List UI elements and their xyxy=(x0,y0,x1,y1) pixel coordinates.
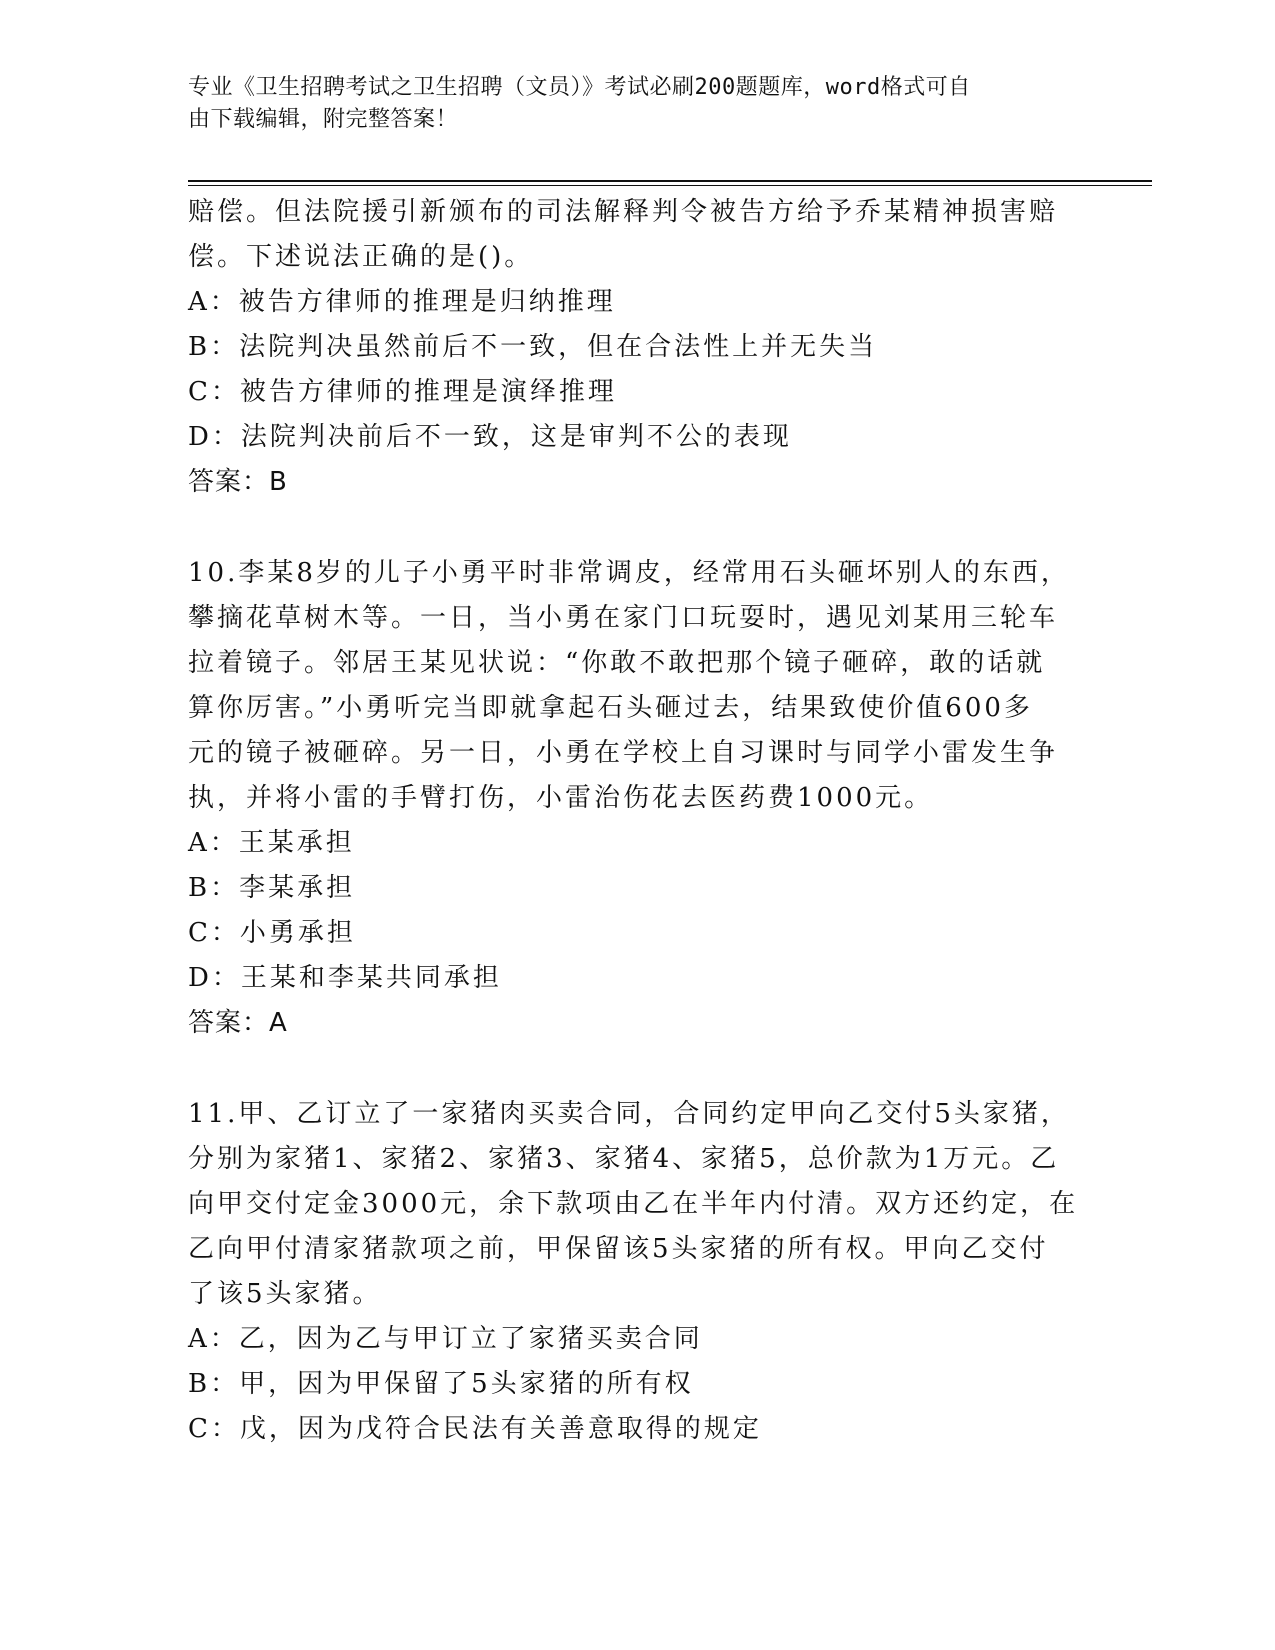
question-text-line: 攀摘花草树木等。一日，当小勇在家门口玩耍时，遇见刘某用三轮车 xyxy=(188,603,1059,633)
header-divider-thin xyxy=(188,185,1152,186)
question-10 xyxy=(188,551,1088,1046)
option-b: B：甲，因为甲保留了5头家猪的所有权 xyxy=(188,1369,694,1399)
question-text-line: 向甲交付定金3000元，余下款项由乙在半年内付清。双方还约定，在 xyxy=(188,1189,1079,1219)
option-a: A：被告方律师的推理是归纳推理 xyxy=(188,287,616,317)
option-d: D：王某和李某共同承担 xyxy=(188,963,502,993)
question-text-line: 了该5头家猪。 xyxy=(188,1279,382,1309)
question-content xyxy=(188,190,1088,1452)
question-text-line: 11.甲、乙订立了一家猪肉买卖合同，合同约定甲向乙交付5头家猪， xyxy=(188,1099,1070,1129)
question-text-line: 分别为家猪1、家猪2、家猪3、家猪4、家猪5，总价款为1万元。乙 xyxy=(188,1144,1060,1174)
question-text-line: 拉着镜子。邻居王某见状说：“你敢不敢把那个镜子砸碎，敢的话就 xyxy=(188,648,1046,678)
document-header xyxy=(188,72,1088,136)
question-text-line: 赔偿。但法院援引新颁布的司法解释判令被告方给予乔某精神损害赔 xyxy=(188,197,1059,227)
option-d: D：法院判决前后不一致，这是审判不公的表现 xyxy=(188,422,792,452)
header-line-2: 由下载编辑，附完整答案！ xyxy=(188,107,459,132)
question-text-line: 算你厉害。”小勇听完当即就拿起石头砸过去，结果致使价值600多 xyxy=(188,693,1033,723)
option-b: B：李某承担 xyxy=(188,873,356,903)
question-text-line: 乙向甲付清家猪款项之前，甲保留该5头家猪的所有权。甲向乙交付 xyxy=(188,1234,1049,1264)
option-c: C：被告方律师的推理是演绎推理 xyxy=(188,377,617,407)
question-text-line: 元的镜子被砸碎。另一日，小勇在学校上自习课时与同学小雷发生争 xyxy=(188,738,1059,768)
option-b: B：法院判决虽然前后不一致，但在合法性上并无失当 xyxy=(188,332,878,362)
answer-label: 答案：A xyxy=(188,1008,288,1038)
answer-label: 答案：B xyxy=(188,467,288,497)
question-text-line: 10.李某8岁的儿子小勇平时非常调皮，经常用石头砸坏别人的东西， xyxy=(188,558,1070,588)
question-text-line: 执，并将小雷的手臂打伤，小雷治伤花去医药费1000元。 xyxy=(188,783,934,813)
question-9 xyxy=(188,190,1088,505)
header-divider-thick xyxy=(188,180,1152,182)
option-c: C：戊，因为戊符合民法有关善意取得的规定 xyxy=(188,1414,762,1444)
option-a: A：王某承担 xyxy=(188,828,355,858)
question-text-line: 偿。下述说法正确的是()。 xyxy=(188,242,534,272)
header-line-1: 专业《卫生招聘考试之卫生招聘（文员）》考试必刷200题题库，word格式可自 xyxy=(188,75,971,100)
question-11 xyxy=(188,1092,1088,1452)
option-c: C：小勇承担 xyxy=(188,918,356,948)
option-a: A：乙，因为乙与甲订立了家猪买卖合同 xyxy=(188,1324,703,1354)
